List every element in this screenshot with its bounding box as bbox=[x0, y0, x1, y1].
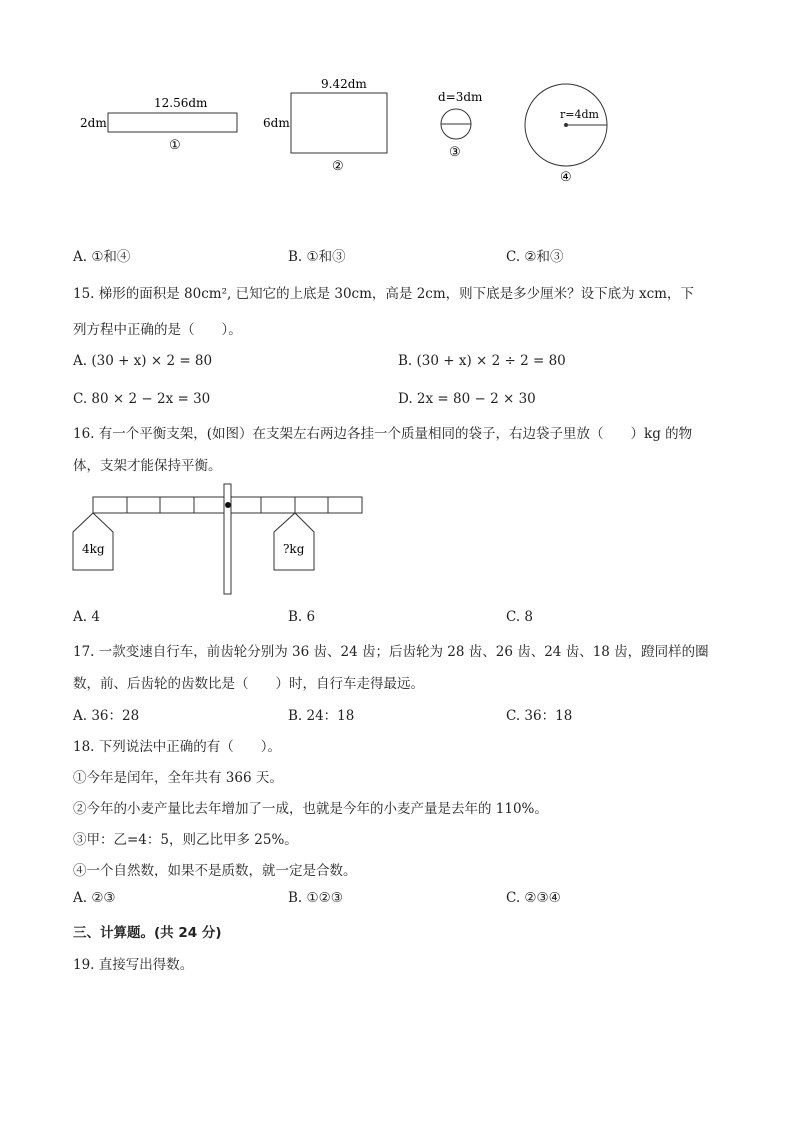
figure-1-rectangle bbox=[108, 113, 237, 132]
q14-option-c[interactable]: C. ②和③ bbox=[506, 249, 564, 265]
q16-option-b[interactable]: B. 6 bbox=[288, 609, 316, 625]
figure-4-center bbox=[564, 123, 568, 127]
q17-option-b[interactable]: B. 24：18 bbox=[288, 708, 355, 724]
q18-statement-2: ②今年的小麦产量比去年增加了一成，也就是今年的小麦产量是去年的 110%。 bbox=[73, 801, 548, 817]
figure-3-number: ③ bbox=[449, 145, 461, 160]
figure-2-top-label: 9.42dm bbox=[321, 77, 367, 91]
balance-figure bbox=[0, 470, 400, 605]
q18-statement-1: ①今年是闰年，全年共有 366 天。 bbox=[73, 770, 283, 786]
figure-4-label: r=4dm bbox=[560, 108, 599, 121]
q14-option-b[interactable]: B. ①和③ bbox=[288, 249, 346, 265]
q16-stem-line2: 体，支架才能保持平衡。 bbox=[73, 458, 222, 474]
figure-2-number: ② bbox=[332, 159, 344, 174]
q15-option-b[interactable]: B. (30 + x) × 2 ÷ 2 = 80 bbox=[398, 353, 566, 369]
right-bag-label: ?kg bbox=[283, 542, 305, 556]
q17-stem-line1: 17. 一款变速自行车，前齿轮分别为 36 齿、24 齿；后齿轮为 28 齿、26 齿、24 齿、18 齿，蹬同样的圈 bbox=[73, 644, 709, 660]
q16-stem-line1: 16. 有一个平衡支架，(如图）在支架左右两边各挂一个质量相同的袋子，右边袋子里放（ ）kg 的物 bbox=[73, 426, 693, 442]
figure-2-left-label: 6dm bbox=[263, 116, 290, 130]
q17-option-a[interactable]: A. 36：28 bbox=[73, 708, 140, 724]
balance-pillar bbox=[224, 484, 231, 594]
q15-option-c[interactable]: C. 80 × 2 − 2x = 30 bbox=[73, 391, 211, 407]
figure-1-top-label: 12.56dm bbox=[154, 96, 208, 110]
figure-2-rectangle bbox=[291, 93, 387, 153]
q18-statement-4: ④一个自然数，如果不是质数，就一定是合数。 bbox=[73, 863, 357, 879]
figure-1-left-label: 2dm bbox=[80, 116, 107, 130]
balance-pivot bbox=[225, 502, 231, 508]
q16-option-c[interactable]: C. 8 bbox=[506, 609, 534, 625]
left-bag-label: 4kg bbox=[82, 542, 105, 556]
q14-option-a[interactable]: A. ①和④ bbox=[73, 249, 131, 265]
q15-stem-line1: 15. 梯形的面积是 80cm², 已知它的上底是 30cm，高是 2cm，则下底是多少厘米？设下底为 xcm，下 bbox=[73, 286, 694, 302]
q15-stem-line2: 列方程中正确的是（ ）。 bbox=[73, 322, 242, 338]
figure-4-number: ④ bbox=[560, 170, 572, 185]
q18-option-b[interactable]: B. ①②③ bbox=[288, 890, 343, 906]
q18-statement-3: ③甲：乙=4：5，则乙比甲多 25%。 bbox=[73, 832, 298, 848]
q19-stem: 19. 直接写出得数。 bbox=[73, 957, 194, 973]
q14-figures bbox=[0, 0, 794, 200]
q15-option-a[interactable]: A. (30 + x) × 2 = 80 bbox=[73, 353, 213, 369]
q18-option-a[interactable]: A. ②③ bbox=[73, 890, 116, 906]
q15-option-d[interactable]: D. 2x = 80 − 2 × 30 bbox=[398, 391, 536, 407]
figure-3-label: d=3dm bbox=[438, 90, 483, 104]
figure-1-number: ① bbox=[169, 138, 181, 153]
q16-option-a[interactable]: A. 4 bbox=[73, 609, 100, 625]
q18-option-c[interactable]: C. ②③④ bbox=[506, 890, 561, 906]
section-3-title: 三、计算题。(共 24 分) bbox=[73, 925, 222, 941]
q18-stem: 18. 下列说法中正确的有（ ）。 bbox=[73, 739, 282, 755]
q17-stem-line2: 数，前、后齿轮的齿数比是（ ）时，自行车走得最远。 bbox=[73, 676, 424, 692]
q17-option-c[interactable]: C. 36：18 bbox=[506, 708, 573, 724]
